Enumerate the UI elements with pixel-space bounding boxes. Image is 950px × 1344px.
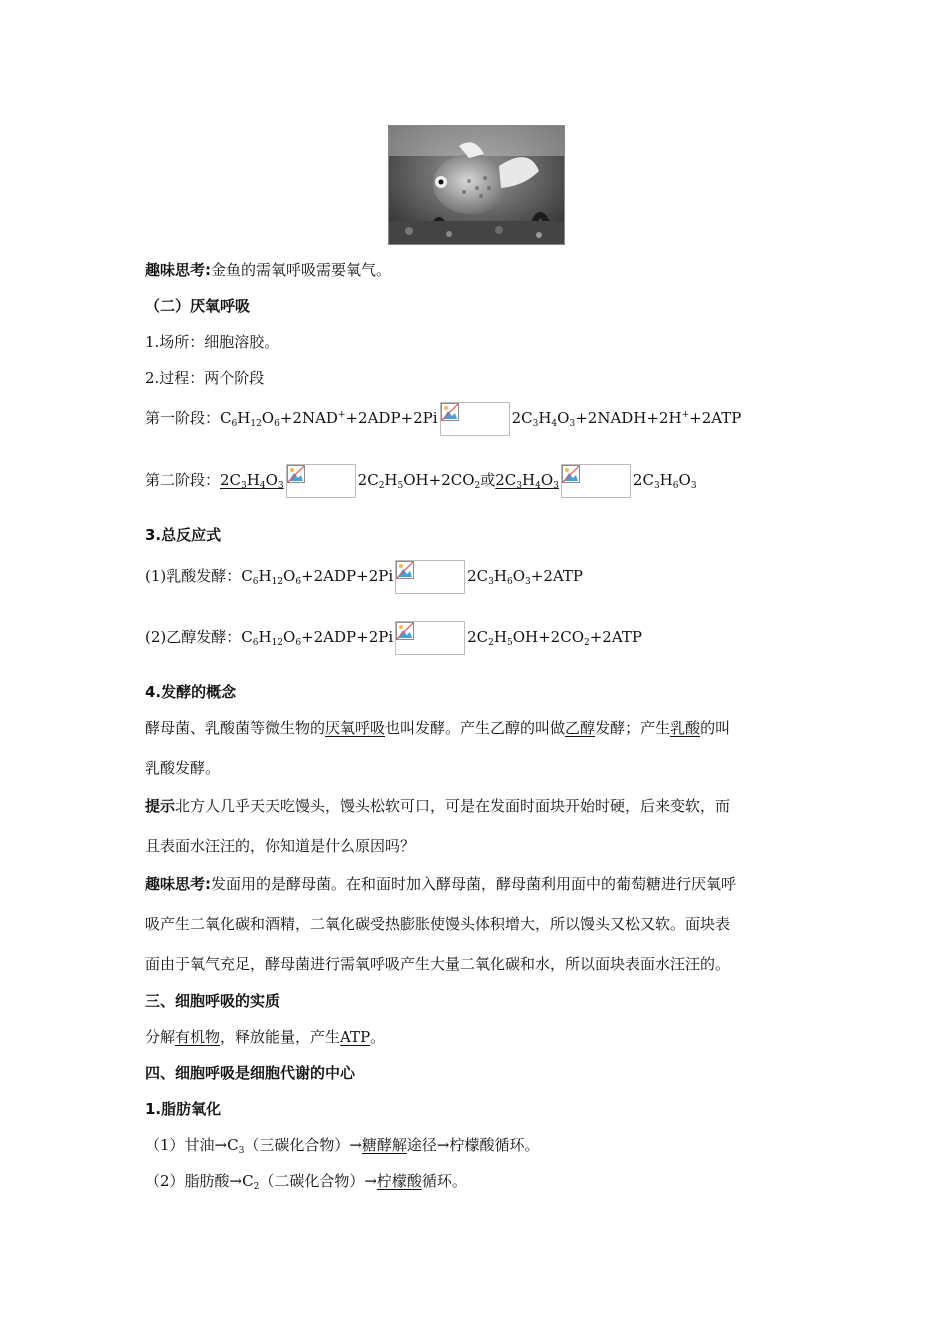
fish-caption xyxy=(145,260,391,280)
text: ，释放能量，产生 xyxy=(220,1028,341,1046)
subscript: 3 xyxy=(238,1146,245,1156)
reaction-arrow-image xyxy=(440,402,510,436)
stage1-equation xyxy=(145,402,741,436)
text: （1）甘油→C xyxy=(145,1136,239,1154)
lactic-label: (1)乳酸发酵： xyxy=(145,567,242,585)
text: 也叫发酵。产生乙醇的叫做 xyxy=(385,719,566,737)
fat-oxidation-title: 1.脂肪氧化 xyxy=(145,1100,222,1118)
text: 。 xyxy=(370,1028,386,1046)
think-line-1 xyxy=(145,874,736,894)
hint-label: 提示 xyxy=(145,797,176,815)
broken-image-icon xyxy=(396,561,414,579)
stage1-label: 第一阶段： xyxy=(145,409,221,427)
answer-blank: ATP xyxy=(340,1028,371,1046)
subscript: 2 xyxy=(253,1182,260,1192)
stage2-label: 第二阶段： xyxy=(145,471,221,489)
think-label: 趣味思考: xyxy=(145,875,211,893)
answer-blank: 有机物 xyxy=(175,1028,221,1046)
hint-line-1 xyxy=(145,796,730,816)
lactic-equation xyxy=(145,560,583,594)
stage2-product-b: $2C_3H_6O_3$ xyxy=(632,471,697,491)
location-line: 1.场所：细胞溶胶。 xyxy=(145,333,280,351)
stage2-reactant-a: $2C_3H_4O_3$ xyxy=(220,471,284,491)
answer-blank: 乳酸 xyxy=(670,719,701,737)
stage2-reactant-b: $2C_3H_4O_3$ xyxy=(495,471,559,491)
alcohol-label: (2)乙醇发酵： xyxy=(145,628,242,646)
answer-blank: 柠檬酸 xyxy=(376,1172,422,1190)
text: （2）脂肪酸→C xyxy=(145,1172,254,1190)
fermentation-line-2: 乳酸发酵。 xyxy=(145,759,221,777)
text: 的叫 xyxy=(700,719,731,737)
alcohol-equation xyxy=(145,621,642,655)
broken-image-icon xyxy=(396,622,414,640)
think-line-2: 吸产生二氧化碳和酒精，二氧化碳受热膨胀使馒头体积增大，所以馒头又松又软。面块表 xyxy=(145,915,731,933)
answer-blank: 厌氧呼吸 xyxy=(325,719,386,737)
caption-text: 金鱼的需氧呼吸需要氧气。 xyxy=(211,261,392,279)
lactic-rhs: $2C_3H_6O_3+2ATP$ xyxy=(467,567,584,587)
fatty-acid-line xyxy=(145,1171,467,1191)
text: （二碳化合物）→ xyxy=(259,1172,377,1190)
stage1-lhs: $C_6H_{12}O_6+2NAD^++2ADP+2Pi$ xyxy=(220,409,438,429)
answer-blank: 乙醇 xyxy=(565,719,596,737)
alcohol-rhs: $2C_2H_5OH+2CO_2+2ATP$ xyxy=(467,628,642,648)
think-line-3: 面由于氧气充足，酵母菌进行需氧呼吸产生大量二氧化碳和水，所以面块表面水汪汪的。 xyxy=(145,955,731,973)
reaction-arrow-image xyxy=(395,560,465,594)
hint-line-2: 且表面水汪汪的，你知道是什么原因吗？ xyxy=(145,837,416,855)
text: 循环。 xyxy=(421,1172,467,1190)
fermentation-title: 4.发酵的概念 xyxy=(145,683,237,701)
text: 酵母菌、乳酸菌等微生物的 xyxy=(145,719,326,737)
text: （三碳化合物）→ xyxy=(244,1136,362,1154)
stage2-product-a: $2C_2H_5OH+2CO_2$或 xyxy=(357,471,496,491)
total-reaction-title: 3.总反应式 xyxy=(145,526,222,544)
broken-image-icon xyxy=(562,465,580,483)
alcohol-lhs: $C_6H_{12}O_6+2ADP+2Pi$ xyxy=(241,628,394,648)
text: 分解 xyxy=(145,1028,176,1046)
answer-blank: 糖酵解 xyxy=(361,1136,407,1154)
fermentation-line-1 xyxy=(145,718,730,738)
caption-label: 趣味思考: xyxy=(145,261,211,279)
glycerol-line xyxy=(145,1135,540,1155)
reaction-arrow-image xyxy=(561,464,631,498)
essence-title: 三、细胞呼吸的实质 xyxy=(145,992,281,1010)
stage1-rhs: $2C_3H_4O_3+2NADH+2H^++2ATP$ xyxy=(511,409,742,429)
lactic-lhs: $C_6H_{12}O_6+2ADP+2Pi$ xyxy=(241,567,394,587)
process-line: 2.过程：两个阶段 xyxy=(145,369,265,387)
broken-image-icon xyxy=(287,465,305,483)
text: 发酵；产生 xyxy=(595,719,671,737)
stage2-equation xyxy=(145,464,697,498)
essence-line xyxy=(145,1027,385,1047)
section-anaerobic-title: （二）厌氧呼吸 xyxy=(145,297,251,315)
broken-image-icon xyxy=(441,403,459,421)
metabolism-center-title: 四、细胞呼吸是细胞代谢的中心 xyxy=(145,1064,356,1082)
text: 途径→柠檬酸循环。 xyxy=(406,1136,540,1154)
reaction-arrow-image xyxy=(395,621,465,655)
goldfish-photo xyxy=(388,125,565,245)
think-text: 发面用的是酵母菌。在和面时加入酵母菌，酵母菌利用面中的葡萄糖进行厌氧呼 xyxy=(211,875,737,893)
hint-text: 北方人几乎天天吃馒头，馒头松软可口，可是在发面时面块开始时硬，后来变软，而 xyxy=(175,797,731,815)
reaction-arrow-image xyxy=(286,464,356,498)
